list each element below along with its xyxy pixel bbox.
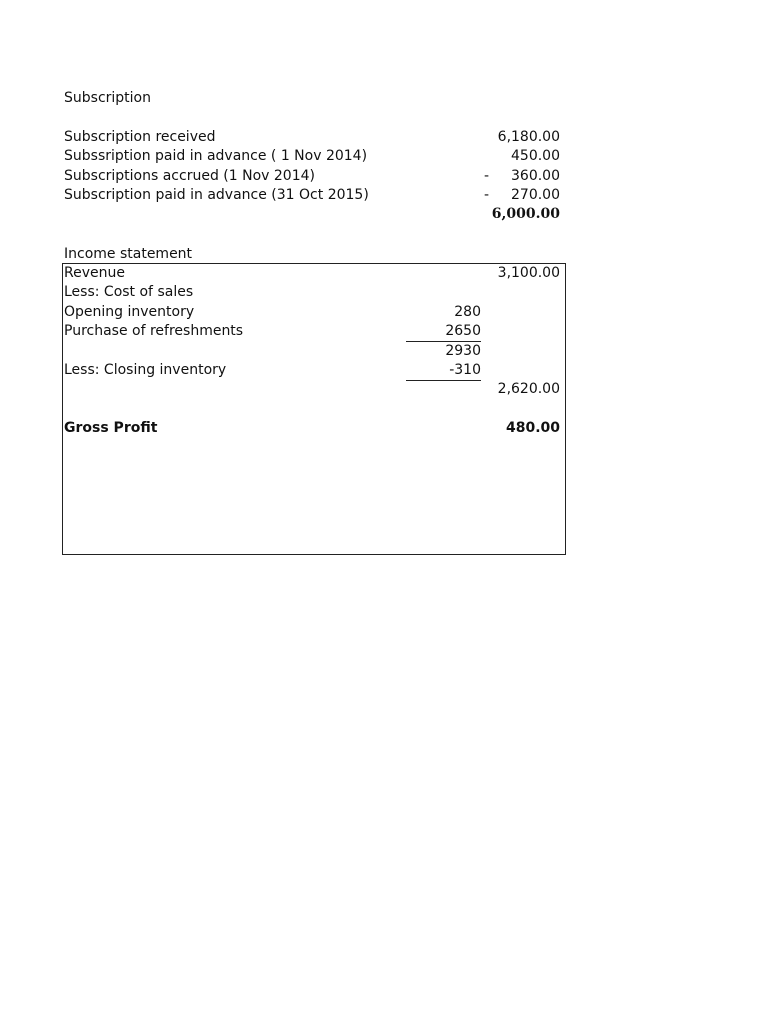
opening-inventory-row [64,302,560,322]
subscription-row-sign: - [484,168,490,184]
cost-of-sales-total: 2,620.00 [497,381,560,397]
closing-inventory-row [64,360,560,380]
subtotal-value: 2930 [445,343,481,359]
income-statement-title: Income statement [64,246,193,262]
gross-profit-amount: 480.00 [505,420,560,436]
subscription-title-row [64,88,560,108]
purchases-value: 2650 [445,323,481,339]
subscription-row-label: Subscription paid in advance (31 Oct 2015) [64,187,369,203]
subscription-row-advance-nov [64,146,560,166]
subscription-row-label: Subssription paid in advance ( 1 Nov 2014) [64,148,368,164]
revenue-amount: 3,100.00 [497,265,560,281]
subtotal-row [64,341,560,361]
closing-inventory-label: Less: Closing inventory [64,362,227,378]
gross-profit-label: Gross Profit [64,420,158,436]
revenue-row [64,263,560,283]
subscription-row-label: Subscription received [64,129,216,145]
subscription-row-amount: 270.00 [511,187,560,203]
cost-of-sales-total-row [64,379,560,399]
subscription-row-amount: 6,180.00 [497,129,560,145]
cost-of-sales-label: Less: Cost of sales [64,284,194,300]
subscription-title: Subscription [64,90,151,106]
subscription-row-amount: 360.00 [511,168,560,184]
gross-profit-row [64,418,560,438]
subscription-row-advance-oct [64,185,560,205]
opening-inventory-value: 280 [454,304,481,320]
subscription-total: 6,000.00 [491,206,560,222]
subscription-row-sign: - [484,187,490,203]
subscription-row-label: Subscriptions accrued (1 Nov 2014) [64,168,315,184]
purchases-label: Purchase of refreshments [64,323,244,339]
cost-of-sales-row [64,282,560,302]
subscription-row-received [64,127,560,147]
revenue-label: Revenue [64,265,125,281]
opening-inventory-label: Opening inventory [64,304,195,320]
purchases-row [64,321,560,341]
income-statement-title-row [64,244,560,264]
subscription-row-amount: 450.00 [511,148,560,164]
subscription-row-accrued [64,166,560,186]
subscription-total-row [64,204,560,224]
closing-inventory-value: -310 [449,362,481,378]
